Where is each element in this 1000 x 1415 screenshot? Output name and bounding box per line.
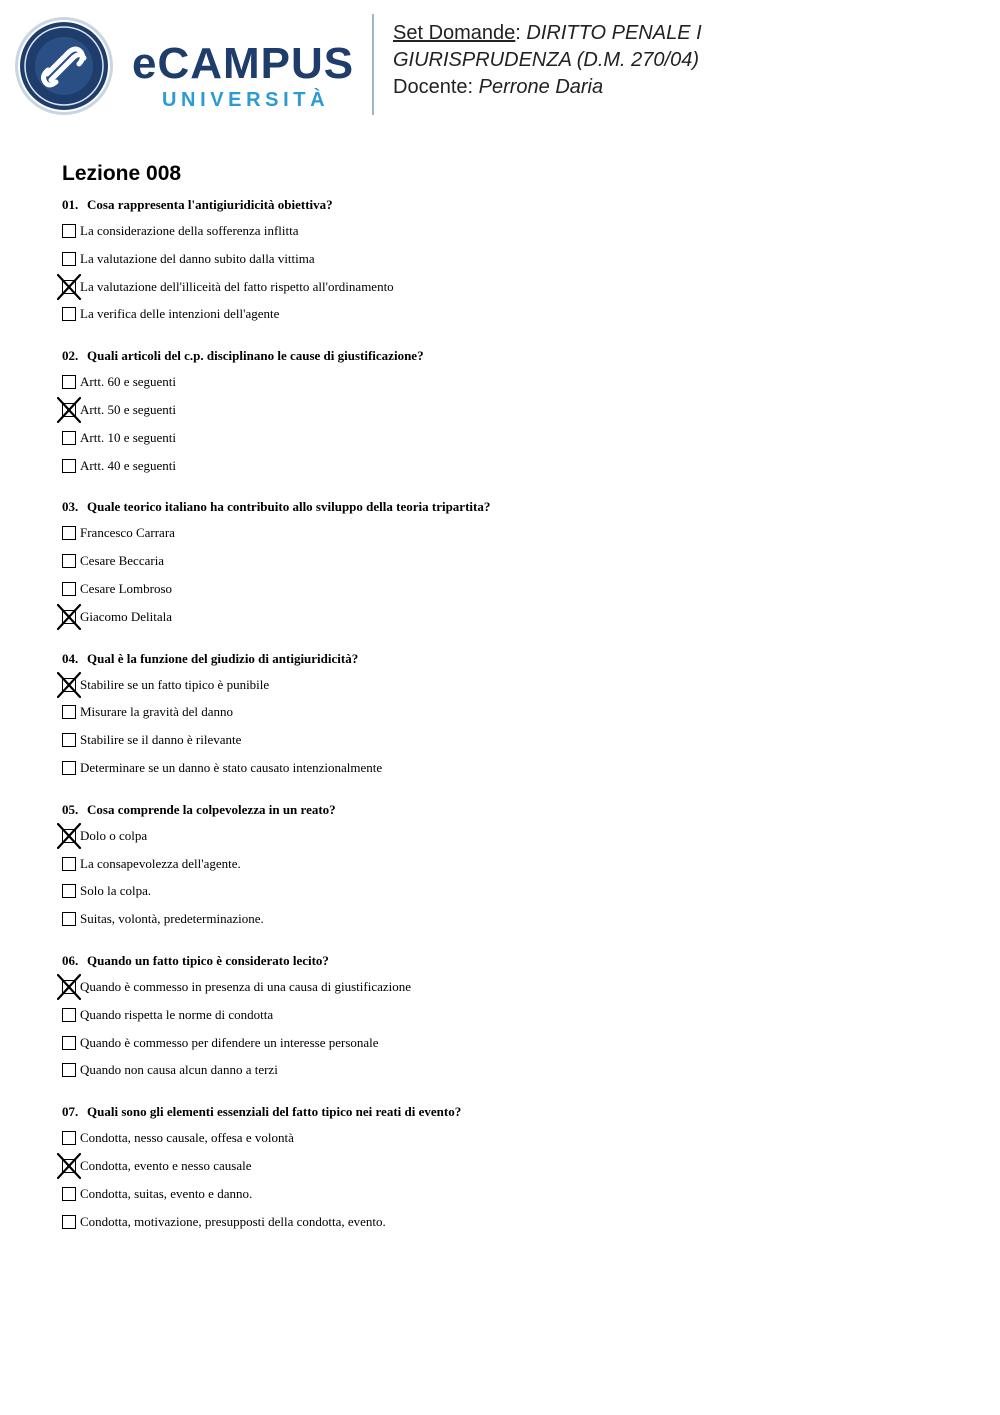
answer-option[interactable] [62, 610, 962, 638]
answer-option[interactable] [62, 431, 962, 459]
question-number: 03. [62, 499, 79, 515]
answer-option[interactable] [62, 980, 962, 1008]
answer-checkbox[interactable] [62, 761, 76, 775]
check-x-icon [57, 604, 81, 630]
answer-option[interactable] [62, 307, 962, 335]
answer-option[interactable] [62, 252, 962, 280]
question-title [62, 952, 962, 972]
question-title [62, 196, 962, 216]
check-x-icon [57, 823, 81, 849]
answer-option[interactable] [62, 1187, 962, 1215]
answer-option[interactable] [62, 1159, 962, 1187]
answer-checkbox[interactable] [62, 431, 76, 445]
answer-text: Misurare la gravità del danno [80, 704, 234, 720]
lesson-title: Lezione 008 [62, 162, 182, 185]
answer-option[interactable] [62, 705, 962, 733]
question-text: Quando un fatto tipico è considerato lecito? [87, 952, 329, 968]
answer-option[interactable] [62, 224, 962, 252]
answer-option[interactable] [62, 733, 962, 761]
answer-text: Francesco Carrara [80, 525, 175, 541]
answer-option[interactable] [62, 1036, 962, 1064]
answer-text: Quando rispetta le norme di condotta [80, 1006, 274, 1022]
answer-text: Condotta, evento e nesso causale [80, 1157, 252, 1173]
answer-checkbox[interactable] [62, 857, 76, 871]
answer-text: Artt. 40 e seguenti [80, 457, 177, 473]
answer-checkbox[interactable] [62, 252, 76, 266]
answer-option[interactable] [62, 678, 962, 706]
course-title-line1: Set Domande: DIRITTO PENALE I [393, 22, 702, 44]
question-text: Cosa comprende la colpevolezza in un reato? [87, 801, 336, 817]
answer-text: Giacomo Delitala [80, 608, 173, 624]
question-title [62, 801, 962, 821]
question-text: Cosa rappresenta l'antigiuridicità obiettiva? [87, 197, 333, 212]
answer-checkbox[interactable] [62, 705, 76, 719]
question-title [62, 1103, 962, 1123]
answer-text: Quando è commesso in presenza di una causa di giustificazione [80, 978, 412, 994]
question-text: Quale teorico italiano ha contribuito allo sviluppo della teoria tripartita? [87, 499, 491, 515]
answer-checkbox[interactable] [62, 582, 76, 596]
answer-text: La consapevolezza dell'agente. [80, 855, 241, 871]
question-text: Quali articoli del c.p. disciplinano le cause di giustificazione? [87, 348, 424, 364]
question-title [62, 498, 962, 518]
check-x-icon [57, 397, 81, 423]
set-label: Set Domande [393, 22, 516, 44]
answer-option[interactable] [62, 554, 962, 582]
answer-text: Quando è commesso per difendere un interesse personale [80, 1034, 379, 1050]
answer-text: Condotta, suitas, evento e danno. [80, 1185, 253, 1201]
question-title [62, 347, 962, 367]
ecampus-wordmark [132, 40, 357, 114]
question-number: 04. [62, 650, 79, 666]
answer-checkbox[interactable] [62, 459, 76, 473]
answer-checkbox[interactable] [62, 1036, 76, 1050]
question-block [62, 952, 962, 1091]
check-x-icon [57, 974, 81, 1000]
question-block [62, 498, 962, 637]
answer-option[interactable] [62, 1215, 962, 1243]
question-block [62, 196, 962, 335]
ecampus-seal-logo [14, 16, 114, 116]
answer-text: Condotta, motivazione, presupposti della condotta, evento. [80, 1213, 386, 1229]
answer-checkbox[interactable] [62, 733, 76, 747]
answer-text: La valutazione del danno subito dalla vittima [80, 250, 315, 266]
answer-text: Stabilire se un fatto tipico è punibile [80, 676, 270, 692]
question-number: 01. [62, 197, 79, 212]
teacher-label: Docente: [393, 76, 474, 98]
answer-checkbox[interactable] [62, 375, 76, 389]
answer-checkbox[interactable] [62, 1187, 76, 1201]
answer-text: Artt. 10 e seguenti [80, 429, 177, 445]
answer-checkbox[interactable] [62, 307, 76, 321]
answer-checkbox[interactable] [62, 884, 76, 898]
answer-option[interactable] [62, 403, 962, 431]
question-block [62, 650, 962, 789]
answer-option[interactable] [62, 1131, 962, 1159]
answer-checkbox[interactable] [62, 526, 76, 540]
question-number: 06. [62, 952, 79, 968]
question-title [62, 650, 962, 670]
question-number: 02. [62, 348, 79, 364]
answer-text: Dolo o colpa [80, 827, 148, 843]
answer-checkbox[interactable] [62, 554, 76, 568]
answer-option[interactable] [62, 761, 962, 789]
answer-text: Quando non causa alcun danno a terzi [80, 1062, 278, 1078]
answer-option[interactable] [62, 280, 962, 308]
check-x-icon [57, 274, 81, 300]
answer-option[interactable] [62, 829, 962, 857]
question-block [62, 1103, 962, 1242]
header-divider [372, 14, 374, 115]
question-text: Quali sono gli elementi essenziali del fatto tipico nei reati di evento? [87, 1104, 462, 1120]
answer-option[interactable] [62, 912, 962, 940]
answer-option[interactable] [62, 582, 962, 610]
question-list [62, 196, 962, 1254]
course-info [393, 20, 702, 101]
check-x-icon [57, 672, 81, 698]
answer-text: Condotta, nesso causale, offesa e volontà [80, 1130, 294, 1146]
answer-checkbox[interactable] [62, 1008, 76, 1022]
teacher-line [393, 74, 702, 101]
answer-text: Cesare Beccaria [80, 553, 165, 569]
brand-name: eCAMPUS [132, 39, 355, 88]
answer-option[interactable] [62, 1063, 962, 1091]
question-block [62, 347, 962, 486]
question-number: 05. [62, 801, 79, 817]
question-block [62, 801, 962, 940]
page-header [0, 0, 1000, 130]
answer-option[interactable] [62, 375, 962, 403]
answer-text: Cesare Lombroso [80, 580, 173, 596]
teacher-name: Perrone Daria [478, 76, 604, 98]
answer-checkbox[interactable] [62, 1063, 76, 1077]
answer-text: Stabilire se il danno è rilevante [80, 732, 242, 748]
answer-option[interactable] [62, 884, 962, 912]
course-title: DIRITTO PENALE I [526, 22, 702, 44]
answer-option[interactable] [62, 459, 962, 487]
answer-text: La valutazione dell'illiceità del fatto rispetto all'ordinamento [80, 278, 394, 294]
course-degree: GIURISPRUDENZA (D.M. 270/04) [393, 49, 699, 71]
answer-option[interactable] [62, 1008, 962, 1036]
answer-text: La considerazione della sofferenza inflitta [80, 223, 299, 238]
answer-checkbox[interactable] [62, 224, 76, 238]
brand-subtitle: UNIVERSITÀ [162, 89, 330, 111]
question-number: 07. [62, 1104, 79, 1120]
answer-text: Determinare se un danno è stato causato intenzionalmente [80, 759, 383, 775]
answer-checkbox[interactable] [62, 1215, 76, 1229]
course-title-line2 [393, 47, 702, 74]
answer-option[interactable] [62, 857, 962, 885]
answer-text: Artt. 60 e seguenti [80, 374, 177, 390]
check-x-icon [57, 1153, 81, 1179]
answer-option[interactable] [62, 526, 962, 554]
answer-text: La verifica delle intenzioni dell'agente [80, 306, 280, 322]
answer-text: Suitas, volontà, predeterminazione. [80, 911, 264, 927]
answer-checkbox[interactable] [62, 1131, 76, 1145]
question-text: Qual è la funzione del giudizio di antigiuridicità? [87, 650, 359, 666]
answer-checkbox[interactable] [62, 912, 76, 926]
answer-text: Artt. 50 e seguenti [80, 401, 177, 417]
answer-text: Solo la colpa. [80, 883, 152, 899]
